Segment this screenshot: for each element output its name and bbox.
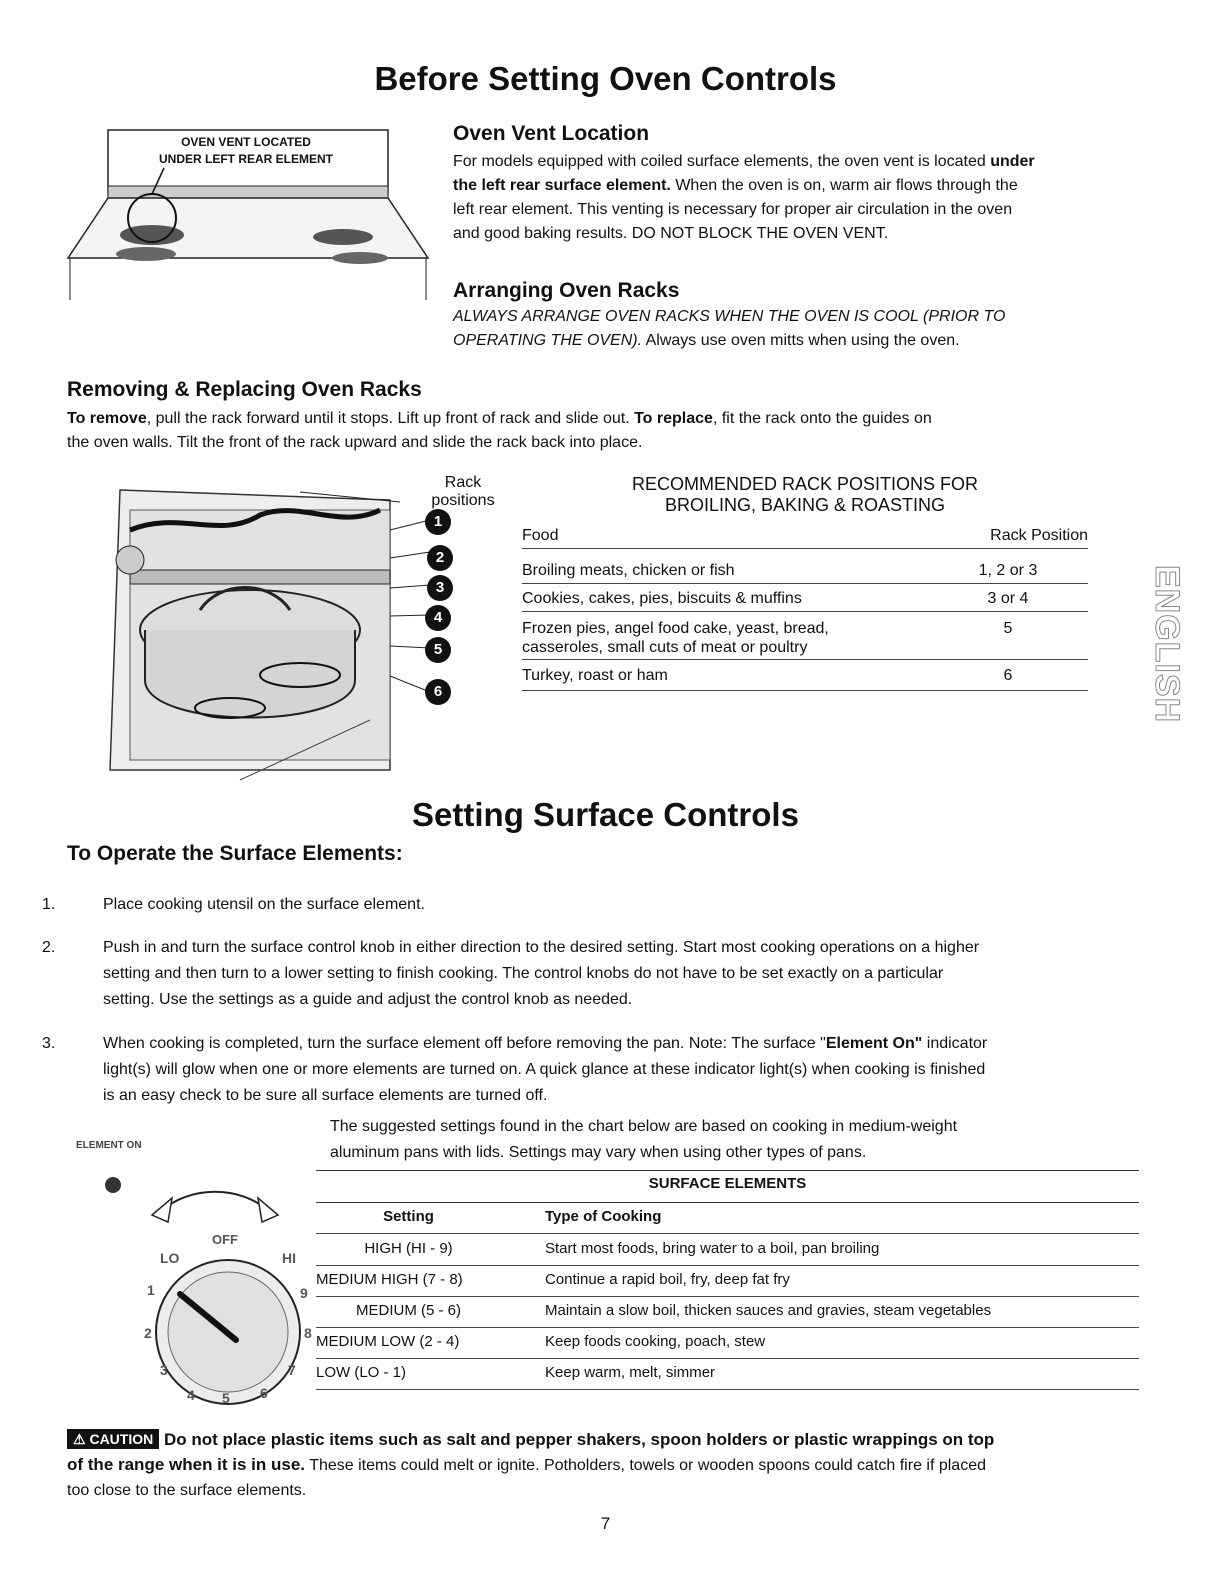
positions-label: positions bbox=[431, 492, 495, 509]
tick-8: 8 bbox=[304, 1325, 312, 1341]
remove-bold: To remove bbox=[67, 410, 147, 427]
setting-cell: HIGH (HI - 9) bbox=[364, 1240, 453, 1257]
food-cell: Turkey, roast or ham bbox=[522, 667, 668, 684]
step-text: setting. Use the settings as a guide and adjust the control knob as needed. bbox=[103, 991, 633, 1008]
step-text: indicator bbox=[922, 1035, 988, 1052]
tick-7: 7 bbox=[288, 1362, 296, 1378]
side-tab bbox=[1148, 565, 1194, 724]
warning-icon: ⚠ bbox=[73, 1431, 86, 1447]
col-type: Type of Cooking bbox=[545, 1208, 662, 1225]
removing-line-2: the oven walls. Tilt the front of the rack upward and slide the rack back into place. bbox=[67, 434, 643, 451]
element-on-label: ELEMENT ON bbox=[76, 1140, 142, 1151]
rack-cell: 6 bbox=[1003, 667, 1013, 684]
surface-table-top-rule bbox=[316, 1170, 1139, 1171]
rack-number-3: 3 bbox=[435, 579, 445, 596]
page-title: Before Setting Oven Controls bbox=[374, 60, 837, 97]
arranging-italic-2: OPERATING THE OVEN). bbox=[453, 332, 643, 349]
setting-cell: MEDIUM LOW (2 - 4) bbox=[316, 1333, 460, 1350]
tick-9: 9 bbox=[300, 1285, 308, 1301]
food-cell-line-2: casseroles, small cuts of meat or poultry bbox=[522, 639, 808, 656]
rack-cell: 1, 2 or 3 bbox=[978, 562, 1038, 579]
rack-table-header bbox=[522, 526, 1088, 549]
col-food: Food bbox=[522, 527, 559, 544]
setting-cell: LOW (LO - 1) bbox=[316, 1364, 407, 1381]
rack-cell: 3 or 4 bbox=[987, 590, 1029, 607]
step-number: 3. bbox=[42, 1035, 56, 1052]
arranging-text: Always use oven mitts when using the oven. bbox=[642, 332, 960, 349]
table-row bbox=[522, 589, 1088, 612]
step-text: Place cooking utensil on the surface element. bbox=[103, 896, 425, 913]
arranging-italic-1: ALWAYS ARRANGE OVEN RACKS WHEN THE OVEN IS COOL (PRIOR TO bbox=[453, 308, 1006, 325]
rack-cell: 5 bbox=[1003, 620, 1013, 637]
surface-table-title: SURFACE ELEMENTS bbox=[648, 1175, 807, 1192]
step-text: setting and then turn to a lower setting to finish cooking. The control knobs do not have to be set exactly on a particular bbox=[103, 965, 944, 982]
table-row bbox=[522, 561, 1088, 584]
table-row bbox=[316, 1359, 1139, 1390]
oven-vent-bold: under bbox=[990, 153, 1035, 170]
table-row bbox=[316, 1235, 1139, 1266]
caution-bold-2: of the range when it is in use. bbox=[67, 1455, 306, 1474]
rack-positions-figure bbox=[100, 470, 500, 800]
oven-vent-bold-2: the left rear surface element. bbox=[453, 177, 671, 194]
setting-cell: MEDIUM (5 - 6) bbox=[356, 1302, 461, 1319]
table-row bbox=[316, 1328, 1139, 1359]
list-item bbox=[42, 935, 1147, 1013]
food-cell: Cookies, cakes, pies, biscuits & muffins bbox=[522, 590, 802, 607]
caution-text-2: These items could melt or ignite. Potholders, towels or wooden spoons could catch fire if placed bbox=[305, 1457, 986, 1474]
removing-paragraph bbox=[67, 407, 1157, 455]
off-label: OFF bbox=[212, 1232, 238, 1247]
hi-label: HI bbox=[282, 1250, 296, 1266]
oven-vent-heading: Oven Vent Location bbox=[453, 122, 650, 145]
rack-table-title-1: RECOMMENDED RACK POSITIONS FOR bbox=[631, 474, 979, 494]
tick-1: 1 bbox=[147, 1282, 155, 1298]
step-number: 2. bbox=[42, 939, 56, 956]
operate-heading: To Operate the Surface Elements: bbox=[67, 842, 403, 865]
caution-badge bbox=[67, 1429, 159, 1449]
rack-number-5: 5 bbox=[433, 641, 443, 658]
table-row bbox=[316, 1266, 1139, 1297]
rack-table-title bbox=[522, 474, 1088, 516]
oven-vent-text-4: and good baking results. DO NOT BLOCK THE OVEN VENT. bbox=[453, 225, 889, 242]
removing-heading: Removing & Replacing Oven Racks bbox=[67, 378, 422, 401]
side-tab-label: ENGLISH bbox=[1148, 565, 1186, 724]
step-text: Push in and turn the surface control knob in either direction to the desired setting. Start most cooking operations on a higher bbox=[103, 939, 980, 956]
rack-number-1: 1 bbox=[433, 513, 443, 530]
table-row bbox=[522, 619, 1088, 660]
replace-bold: To replace bbox=[634, 410, 713, 427]
list-item bbox=[42, 892, 1147, 918]
surface-title: Setting Surface Controls bbox=[412, 796, 799, 833]
list-item bbox=[42, 1031, 1147, 1109]
rack-number-4: 4 bbox=[433, 609, 443, 626]
caution-bold-1: Do not place plastic items such as salt and pepper shakers, spoon holders or plastic wrappings on top bbox=[159, 1430, 995, 1449]
oven-vent-text: For models equipped with coiled surface elements, the oven vent is located bbox=[453, 153, 991, 170]
table-row bbox=[316, 1297, 1139, 1328]
arranging-paragraph bbox=[453, 305, 1153, 353]
step-text: light(s) will glow when one or more elements are turned on. A quick glance at these indicator light(s) when cooking is finished bbox=[103, 1061, 986, 1078]
page-number: 7 bbox=[600, 1514, 611, 1533]
oven-vent-text-2: When the oven is on, warm air flows through the bbox=[670, 177, 1018, 194]
lo-label: LO bbox=[160, 1250, 180, 1266]
caution-badge-label: CAUTION bbox=[89, 1431, 154, 1447]
rack-number-6: 6 bbox=[433, 683, 443, 700]
food-cell: Frozen pies, angel food cake, yeast, bread, bbox=[522, 620, 829, 637]
oven-vent-paragraph bbox=[453, 150, 1153, 246]
suggested-line-2: aluminum pans with lids. Settings may vary when using other types of pans. bbox=[330, 1144, 867, 1161]
rack-label: Rack bbox=[444, 474, 482, 491]
col-rack-position: Rack Position bbox=[990, 527, 1088, 544]
control-knob-figure bbox=[60, 1140, 320, 1405]
col-setting: Setting bbox=[383, 1208, 434, 1225]
step-text: is an easy check to be sure all surface elements are turned off. bbox=[103, 1087, 548, 1104]
oven-vent-figure bbox=[60, 118, 432, 318]
step-bold: Element On" bbox=[825, 1035, 923, 1052]
tick-2: 2 bbox=[144, 1325, 152, 1341]
type-cell: Start most foods, bring water to a boil, pan broiling bbox=[545, 1240, 880, 1257]
suggested-paragraph bbox=[330, 1114, 1150, 1166]
remove-text: , pull the rack forward until it stops. Lift up front of rack and slide out. bbox=[146, 410, 635, 427]
table-row bbox=[522, 666, 1088, 691]
tick-5: 5 bbox=[222, 1390, 230, 1406]
type-cell: Continue a rapid boil, fry, deep fat fry bbox=[545, 1271, 790, 1288]
step-text: When cooking is completed, turn the surface element off before removing the pan. Note: The surface " bbox=[103, 1035, 826, 1052]
replace-text: , fit the rack onto the guides on bbox=[712, 410, 932, 427]
type-cell: Maintain a slow boil, thicken sauces and gravies, steam vegetables bbox=[545, 1302, 992, 1319]
suggested-line-1: The suggested settings found in the chart below are based on cooking in medium-weight bbox=[330, 1118, 958, 1135]
step-number: 1. bbox=[42, 896, 56, 913]
food-cell: Broiling meats, chicken or fish bbox=[522, 562, 735, 579]
type-cell: Keep foods cooking, poach, stew bbox=[545, 1333, 766, 1350]
rack-table-title-2: BROILING, BAKING & ROASTING bbox=[664, 495, 946, 515]
tick-3: 3 bbox=[160, 1362, 168, 1378]
arranging-heading: Arranging Oven Racks bbox=[453, 279, 680, 302]
surface-table-header bbox=[316, 1203, 1139, 1234]
type-cell: Keep warm, melt, simmer bbox=[545, 1364, 716, 1381]
rack-number-2: 2 bbox=[435, 549, 445, 566]
tick-6: 6 bbox=[260, 1385, 268, 1401]
setting-cell: MEDIUM HIGH (7 - 8) bbox=[316, 1271, 463, 1288]
vent-label-line2: UNDER LEFT REAR ELEMENT bbox=[159, 152, 333, 166]
vent-label-line1: OVEN VENT LOCATED bbox=[181, 135, 311, 149]
tick-4: 4 bbox=[187, 1387, 195, 1403]
caution-text-3: too close to the surface elements. bbox=[67, 1482, 307, 1499]
caution-paragraph bbox=[67, 1427, 1152, 1503]
oven-vent-text-3: left rear element. This venting is necessary for proper air circulation in the oven bbox=[453, 201, 1013, 218]
